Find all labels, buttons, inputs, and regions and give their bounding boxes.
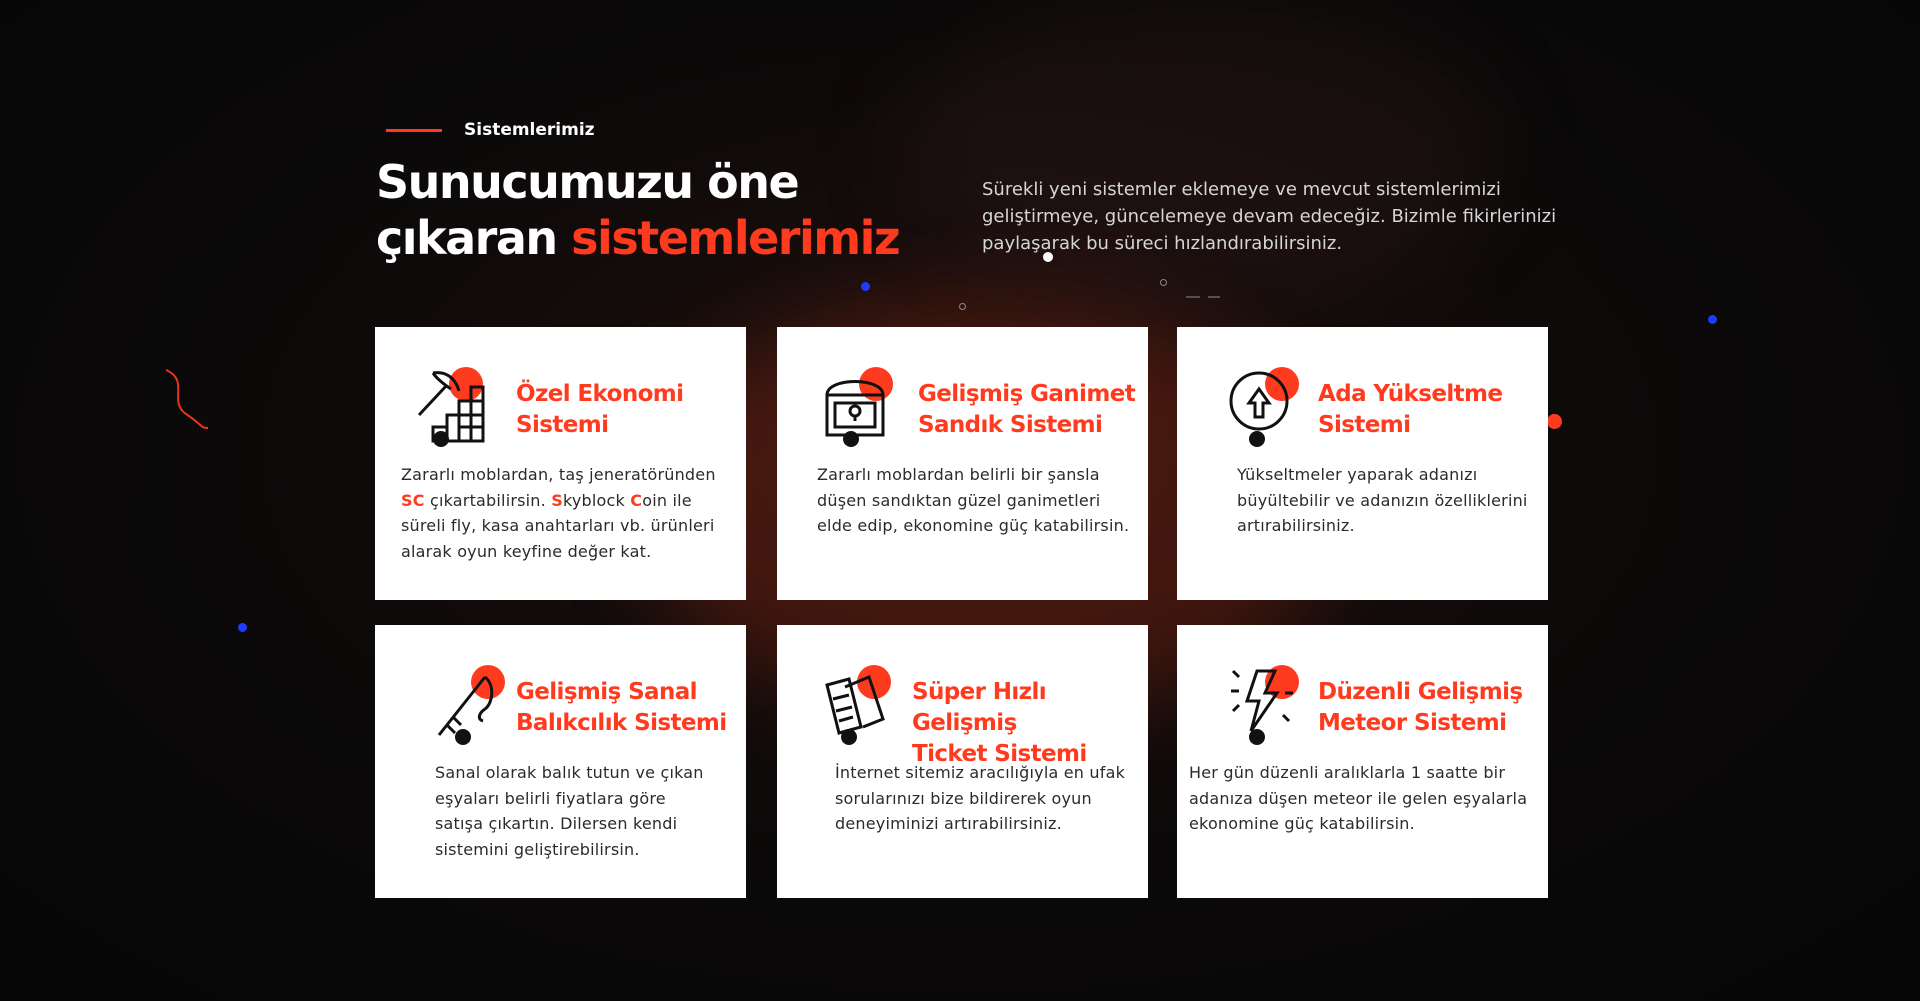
feature-card-island-upgrade [1177,327,1548,600]
treasure-chest-icon [815,361,905,451]
decor-dash [1186,294,1222,300]
card-description: Zararlı moblardan belirli bir şansla düşen sandıktan güzel ganimetleri elde edip, ekonomine güç katabilirsin. [817,465,1130,535]
decor-dot-blue [238,623,247,632]
card-title: Gelişmiş Sanal Balıkcılık Sistemi [516,679,727,736]
decor-dot-orange [1547,414,1562,429]
headline-line-2-accent: sistemlerimiz [571,211,900,265]
decor-dot-blue [1708,315,1717,324]
card-title: Özel Ekonomi Sistemi [516,381,684,438]
upgrade-arrow-icon [1221,361,1311,451]
card-description: Sanal olarak balık tutun ve çıkan eşyaları belirli fiyatlara göre satışa çıkartın. Dilersen kendi sistemini geliştirebilirsin. [435,763,704,859]
feature-card-economy [375,327,746,600]
card-description: Yükseltmeler yaparak adanızı büyültebilir ve adanızın özelliklerini artırabilirsiniz. [1237,465,1528,535]
card-description: Her gün düzenli aralıklarla 1 saatte bir adanıza düşen meteor ile gelen eşyalarla ekonomine güç katabilirsin. [1189,763,1528,833]
section-label-text: Sistemlerimiz [464,120,595,140]
label-accent-line [386,129,442,132]
tickets-icon [813,659,903,749]
pickaxe-stairs-icon [405,361,495,451]
feature-card-loot-chest [777,327,1148,600]
card-title: Ada Yükseltme Sistemi [1318,381,1503,438]
lightning-meteor-icon [1221,659,1311,749]
feature-card-ticket [777,625,1148,898]
card-title: Gelişmiş Ganimet Sandık Sistemi [918,381,1136,438]
feature-card-meteor [1177,625,1548,898]
headline-line-1: Sunucumuzu öne [376,155,799,209]
headline-line-2-plain: çıkaran [376,211,557,265]
card-description: İnternet sitemiz aracılığıyla en ufak sorularınızı bize bildirerek oyun deneyiminizi artırabilirsiniz. [835,763,1126,833]
decor-ring-small [959,303,966,310]
section-label [386,120,595,140]
card-description: Zararlı moblardan, taş jeneratöründen SC çıkartabilirsin. Skyblock Coin ile süreli fly, kasa anahtarları vb. ürünleri alarak oyun keyfine değer kat. [401,465,716,561]
section-description: Sürekli yeni sistemler eklemeye ve mevcut sistemlerimizi geliştirmeye, güncelemeye devam edeceğiz. Bizimle fikirlerinizi paylaşarak bu süreci hızlandırabilirsiniz. [982,179,1557,254]
decor-dot-blue [861,282,870,291]
decor-squiggle [160,366,210,432]
card-title: Süper Hızlı Gelişmiş Ticket Sistemi [912,679,1087,767]
card-title: Düzenli Gelişmiş Meteor Sistemi [1318,679,1523,736]
page-title [376,154,899,266]
decor-ring-small [1160,279,1167,286]
feature-card-fishing [375,625,746,898]
fishing-rod-icon [427,659,517,749]
